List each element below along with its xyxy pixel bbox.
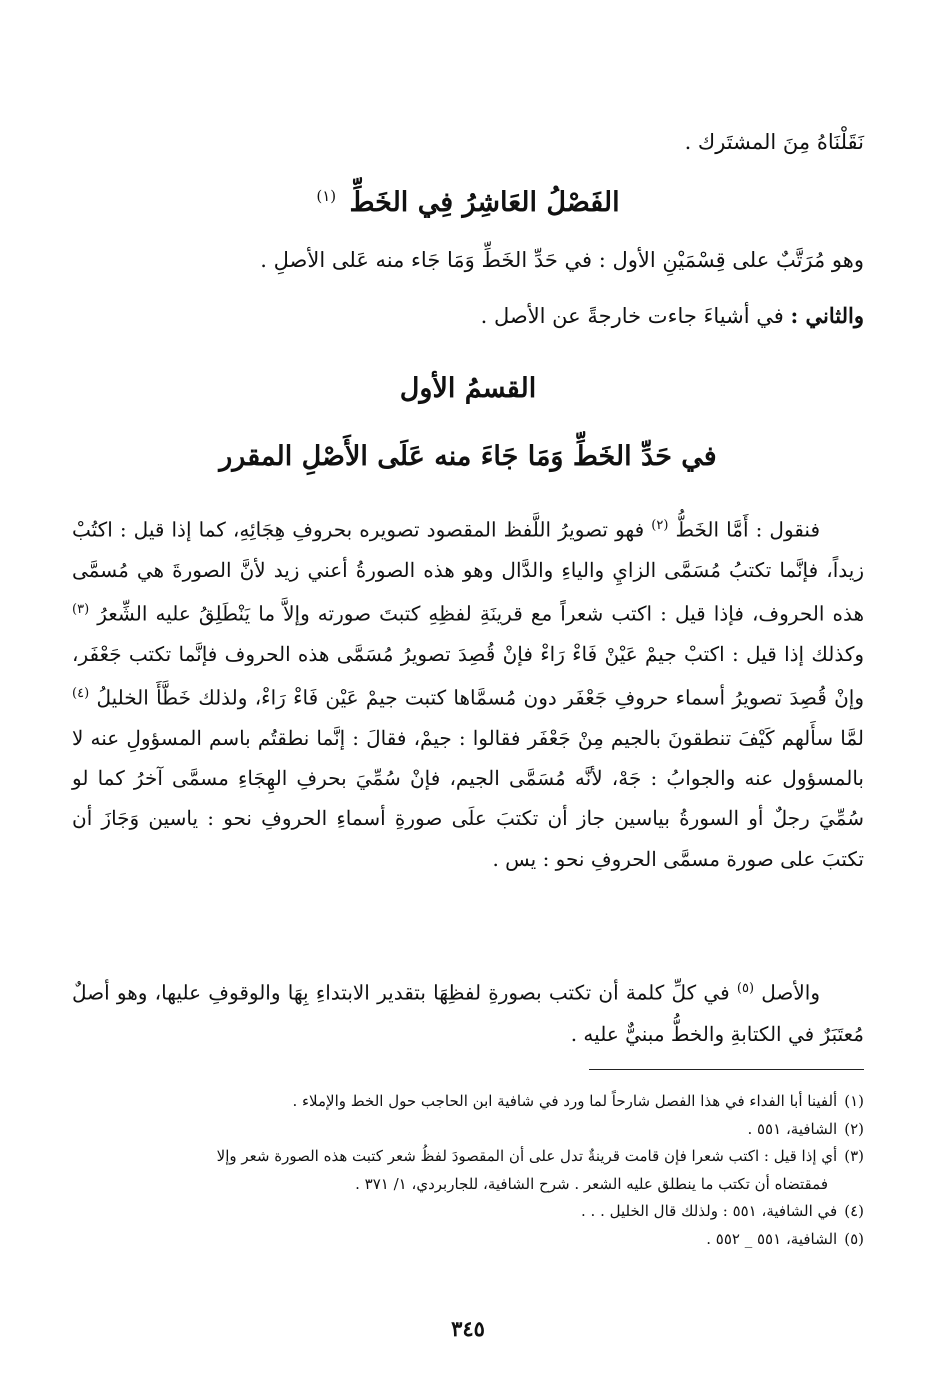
footnote-5	[72, 1226, 864, 1254]
footnote-number: (٥)	[844, 1229, 864, 1248]
footnote-separator	[589, 1069, 864, 1070]
chapter-title	[0, 172, 936, 227]
footnotes	[72, 1088, 864, 1253]
footnote-text: في الشافية، ٥٥١ : ولذلك قال الخليل . . .	[581, 1202, 838, 1220]
footnote-text: الشافية، ٥٥١ _ ٥٥٢ .	[706, 1229, 838, 1248]
paragraph-2-seg-1: والأصل	[761, 980, 821, 1005]
intro-line-2-label: والثاني :	[790, 303, 864, 328]
chapter-title-text: الفَصْلُ العَاشِرُ فِي الخَطِّ	[349, 187, 620, 218]
paragraph-1-seg-1: فنقول : أَمَّا الخَطُّ	[675, 517, 821, 542]
footnote-3-continuation: فمقتضاه أن تكتب ما ينطلق عليه الشعر . شرح الشافية، للجاربردي، ١/ ٣٧١ .	[355, 1174, 828, 1193]
section-subtitle: في حَدِّ الخَطِّ وَمَا جَاءَ منه عَلَى الأَصْلِ المقرر	[219, 441, 717, 472]
chapter-footnote-mark: (١)	[316, 187, 337, 205]
footnote-number: (٣)	[844, 1147, 864, 1165]
footnote-number: (١)	[844, 1092, 864, 1110]
page-number: ٣٤٥	[451, 1316, 485, 1341]
paragraph-1-seg-4: لمَّا سأَلهم كَيْفَ تنطقونَ بالجيم مِنْ جَعْفَر فقالوا : جيمْ، فقالَ : إنَّما نطقتُم باسم المسؤولِ عنه لا بالمسؤول عنه والجوابُ : جَهْ، لأنَّه مُسَمَّى الجيم، فإنْ سُمِّيَ بحرفِ الهِجَاءِ مسمَّى آخرُ كما لو سُمِّيَ رجلٌ أو السورةُ بياسين جاز أن تكتبَ علَى صورةِ أسماءِ الحروفِ نحو : ياسين وَجَازَ أن تكتبَ على صورة مسمَّى الحروفِ نحو : يس .	[72, 725, 864, 871]
footnote-text: ألفينا أبا الفداء في هذا الفصل شارحاً لما ورد في شافية ابن الحاجب حول الخط والإملاء .	[292, 1092, 838, 1110]
footnote-ref-4[interactable]: (٤)	[72, 686, 90, 702]
body-paragraph-1	[72, 506, 864, 879]
footnote-ref-2[interactable]: (٢)	[651, 518, 669, 533]
footnote-number: (٢)	[844, 1119, 864, 1138]
footnote-1	[72, 1088, 864, 1116]
body-paragraph-2	[72, 968, 864, 1055]
paragraph-2-seg-2: في كلِّ كلمة أن تكتب بصورةِ لفظِهَا بتقدير الابتداءِ بِهَا والوقوفِ عليها، وهو أصلٌ مُعتَبَرٌ في الكتابةِ والخطُّ مبنيٌّ عليه .	[72, 980, 864, 1046]
footnote-ref-3[interactable]: (٣)	[72, 602, 90, 618]
footnote-text: أي إذا قيل : اكتب شعرا فإن قامت قرينةٌ تدل على أن المقصودَ لفظُ شعر كتبت هذه الصورة شعر وإلا	[216, 1147, 838, 1165]
footnote-ref-5[interactable]: (٥)	[736, 981, 755, 996]
intro-line-2-text: في أشياءَ جاءت خارجةً عن الأصل .	[480, 304, 784, 328]
footnote-4	[72, 1198, 864, 1226]
footnote-2	[72, 1116, 864, 1144]
footnote-number: (٤)	[844, 1202, 864, 1220]
section-title: القسمُ الأول	[399, 373, 537, 404]
intro-line-2	[72, 296, 864, 336]
carryover-line: نَقَلْنَاهُ مِنَ المشتَرك .	[684, 130, 864, 154]
footnote-text: الشافية، ٥٥١ .	[747, 1119, 838, 1138]
paragraph-1-seg-2: فهو تصويرُ اللَّفظ المقصود تصويره بحروفِ هِجَائِهِ، كما إذا قيل : اكتُبْ زيداً، فإنَّما تكتبُ مُسَمَّى الزايِ والياءِ والدَّال وهو هذه الصورةُ أعني زيد لأنَّ الصورةَ هي مُسمَّى هذه الحروف، فإذا قيل : اكتب شعراً مع قرينَةِ لفظِهِ كتبتَ صورته وإلاَّ ما يَنْطَلِقُ عليه الشِّعرُ	[72, 517, 864, 626]
intro-line-1: وهو مُرَتَّبٌ على قِسْمَيْنِ الأول : في حَدِّ الخَطِّ وَمَا جَاء منه عَلى الأصلِ .	[260, 248, 864, 272]
footnote-3	[72, 1143, 864, 1171]
paragraph-1-seg-3: وكذلك إذا قيل : اكتبْ جيمْ عَيْنْ فَاءْ رَاءْ فإنْ قُصِدَ تصويرُ مُسَمَّى هذه الحروف فإنَّما تكتب جَعْفَر، وإنْ قُصِدَ تصويرُ أسماء حروفِ جَعْفَر دون مُسمَّاها كتبت جيمْ عَيْن فَاءْ رَاءْ، ولذلك خَطَّأَ الخليلُ	[72, 641, 865, 710]
